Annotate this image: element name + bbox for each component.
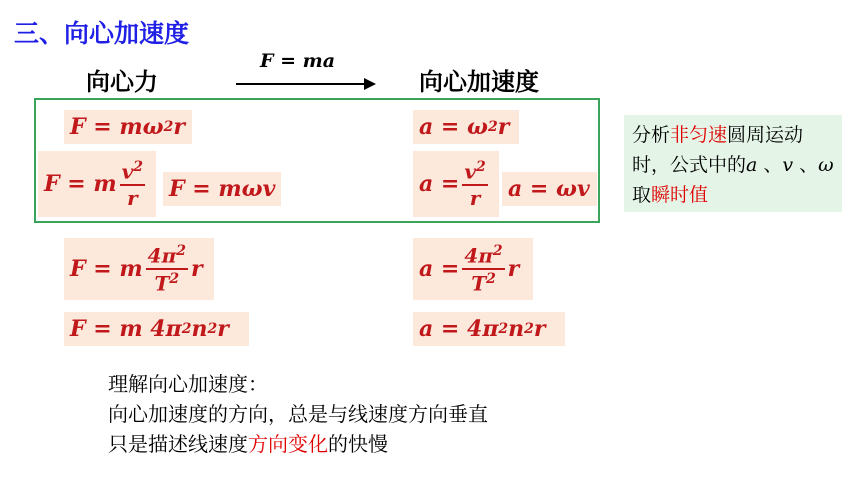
fraction: $\frac{4\pi^2}{T^2}$ [147,243,186,296]
arrow-label: F = ma [260,50,336,72]
accel-formula-omega-v: a = ωv [502,172,597,206]
force-formula-omega: F = m ω 2 r [64,110,192,144]
force-heading: 向心力 [86,68,158,96]
force-formula-period: F = m $\frac{4\pi^2}{T^2}$ r [64,238,214,300]
accel-formula-omega: a = ω 2 r [413,110,519,144]
accel-formula-period: a = $\frac{4\pi^2}{T^2}$ r [413,238,533,300]
fraction: $\frac{v^2}{r}$ [464,159,486,210]
section-title: 三、向心加速度 [14,19,190,48]
understanding-heading: 理解向心加速度： [108,372,268,396]
accel-formula-frequency: a = 4π 2 n 2 r [413,312,565,346]
fraction: $\frac{v^2}{r}$ [121,159,144,210]
understanding-line-1: 向心加速度的方向，总是与线速度方向垂直 [108,402,488,426]
arrow-line [236,83,366,85]
instantaneous-note: 分析非匀速圆周运动时，公式中的a 、v 、ω 取瞬时值 [624,115,842,212]
acceleration-heading: 向心加速度 [419,68,539,96]
force-formula-velocity: F = m $\frac{v^2}{r}$ [38,151,156,217]
accel-formula-velocity: a = $\frac{v^2}{r}$ [413,151,499,217]
force-formula-omega-v: F = mωv [163,172,281,206]
newton-arrow [236,50,378,92]
fraction: $\frac{4\pi^2}{T^2}$ [464,243,503,296]
understanding-line-2: 只是描述线速度方向变化的快慢 [108,432,388,456]
arrow-head-icon [364,78,376,90]
force-formula-frequency: F = m 4π 2 n 2 r [64,312,249,346]
